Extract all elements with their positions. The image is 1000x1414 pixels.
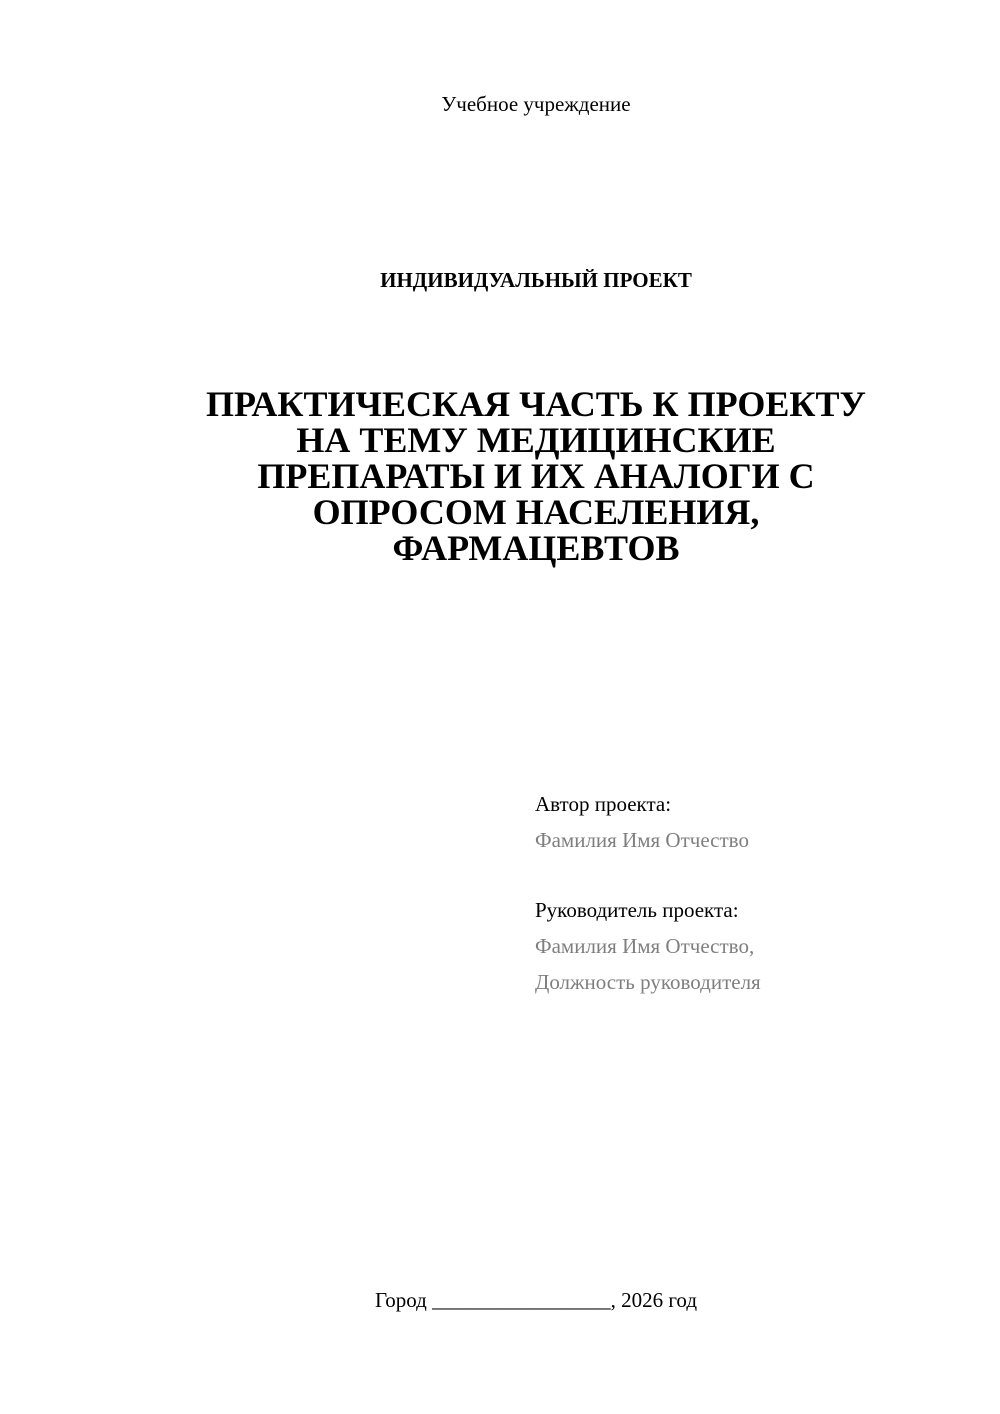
project-title-line: ФАРМАЦЕВТОВ <box>392 528 680 568</box>
project-title-line: ОПРОСОМ НАСЕЛЕНИЯ, <box>312 492 760 532</box>
author-label: Автор проекта: <box>535 792 672 816</box>
author-name: Фамилия Имя Отчество <box>535 828 749 852</box>
project-title-line: ПРАКТИЧЕСКАЯ ЧАСТЬ К ПРОЕКТУ <box>206 384 866 424</box>
supervisor-position: Должность руководителя <box>535 970 761 994</box>
institution-name: Учебное учреждение <box>441 92 631 116</box>
city-year-footer: Город _________________, 2026 год <box>374 1288 698 1312</box>
spacer <box>535 858 975 892</box>
project-type-heading: ИНДИВИДУАЛЬНЫЙ ПРОЕКТ <box>380 268 692 292</box>
project-title-line: НА ТЕМУ МЕДИЦИНСКИЕ <box>296 420 776 460</box>
project-title <box>150 386 922 566</box>
signature-block <box>535 786 975 1000</box>
project-title-line: ПРЕПАРАТЫ И ИХ АНАЛОГИ С <box>257 456 815 496</box>
supervisor-label: Руководитель проекта: <box>535 898 739 922</box>
supervisor-name: Фамилия Имя Отчество, <box>535 934 755 958</box>
